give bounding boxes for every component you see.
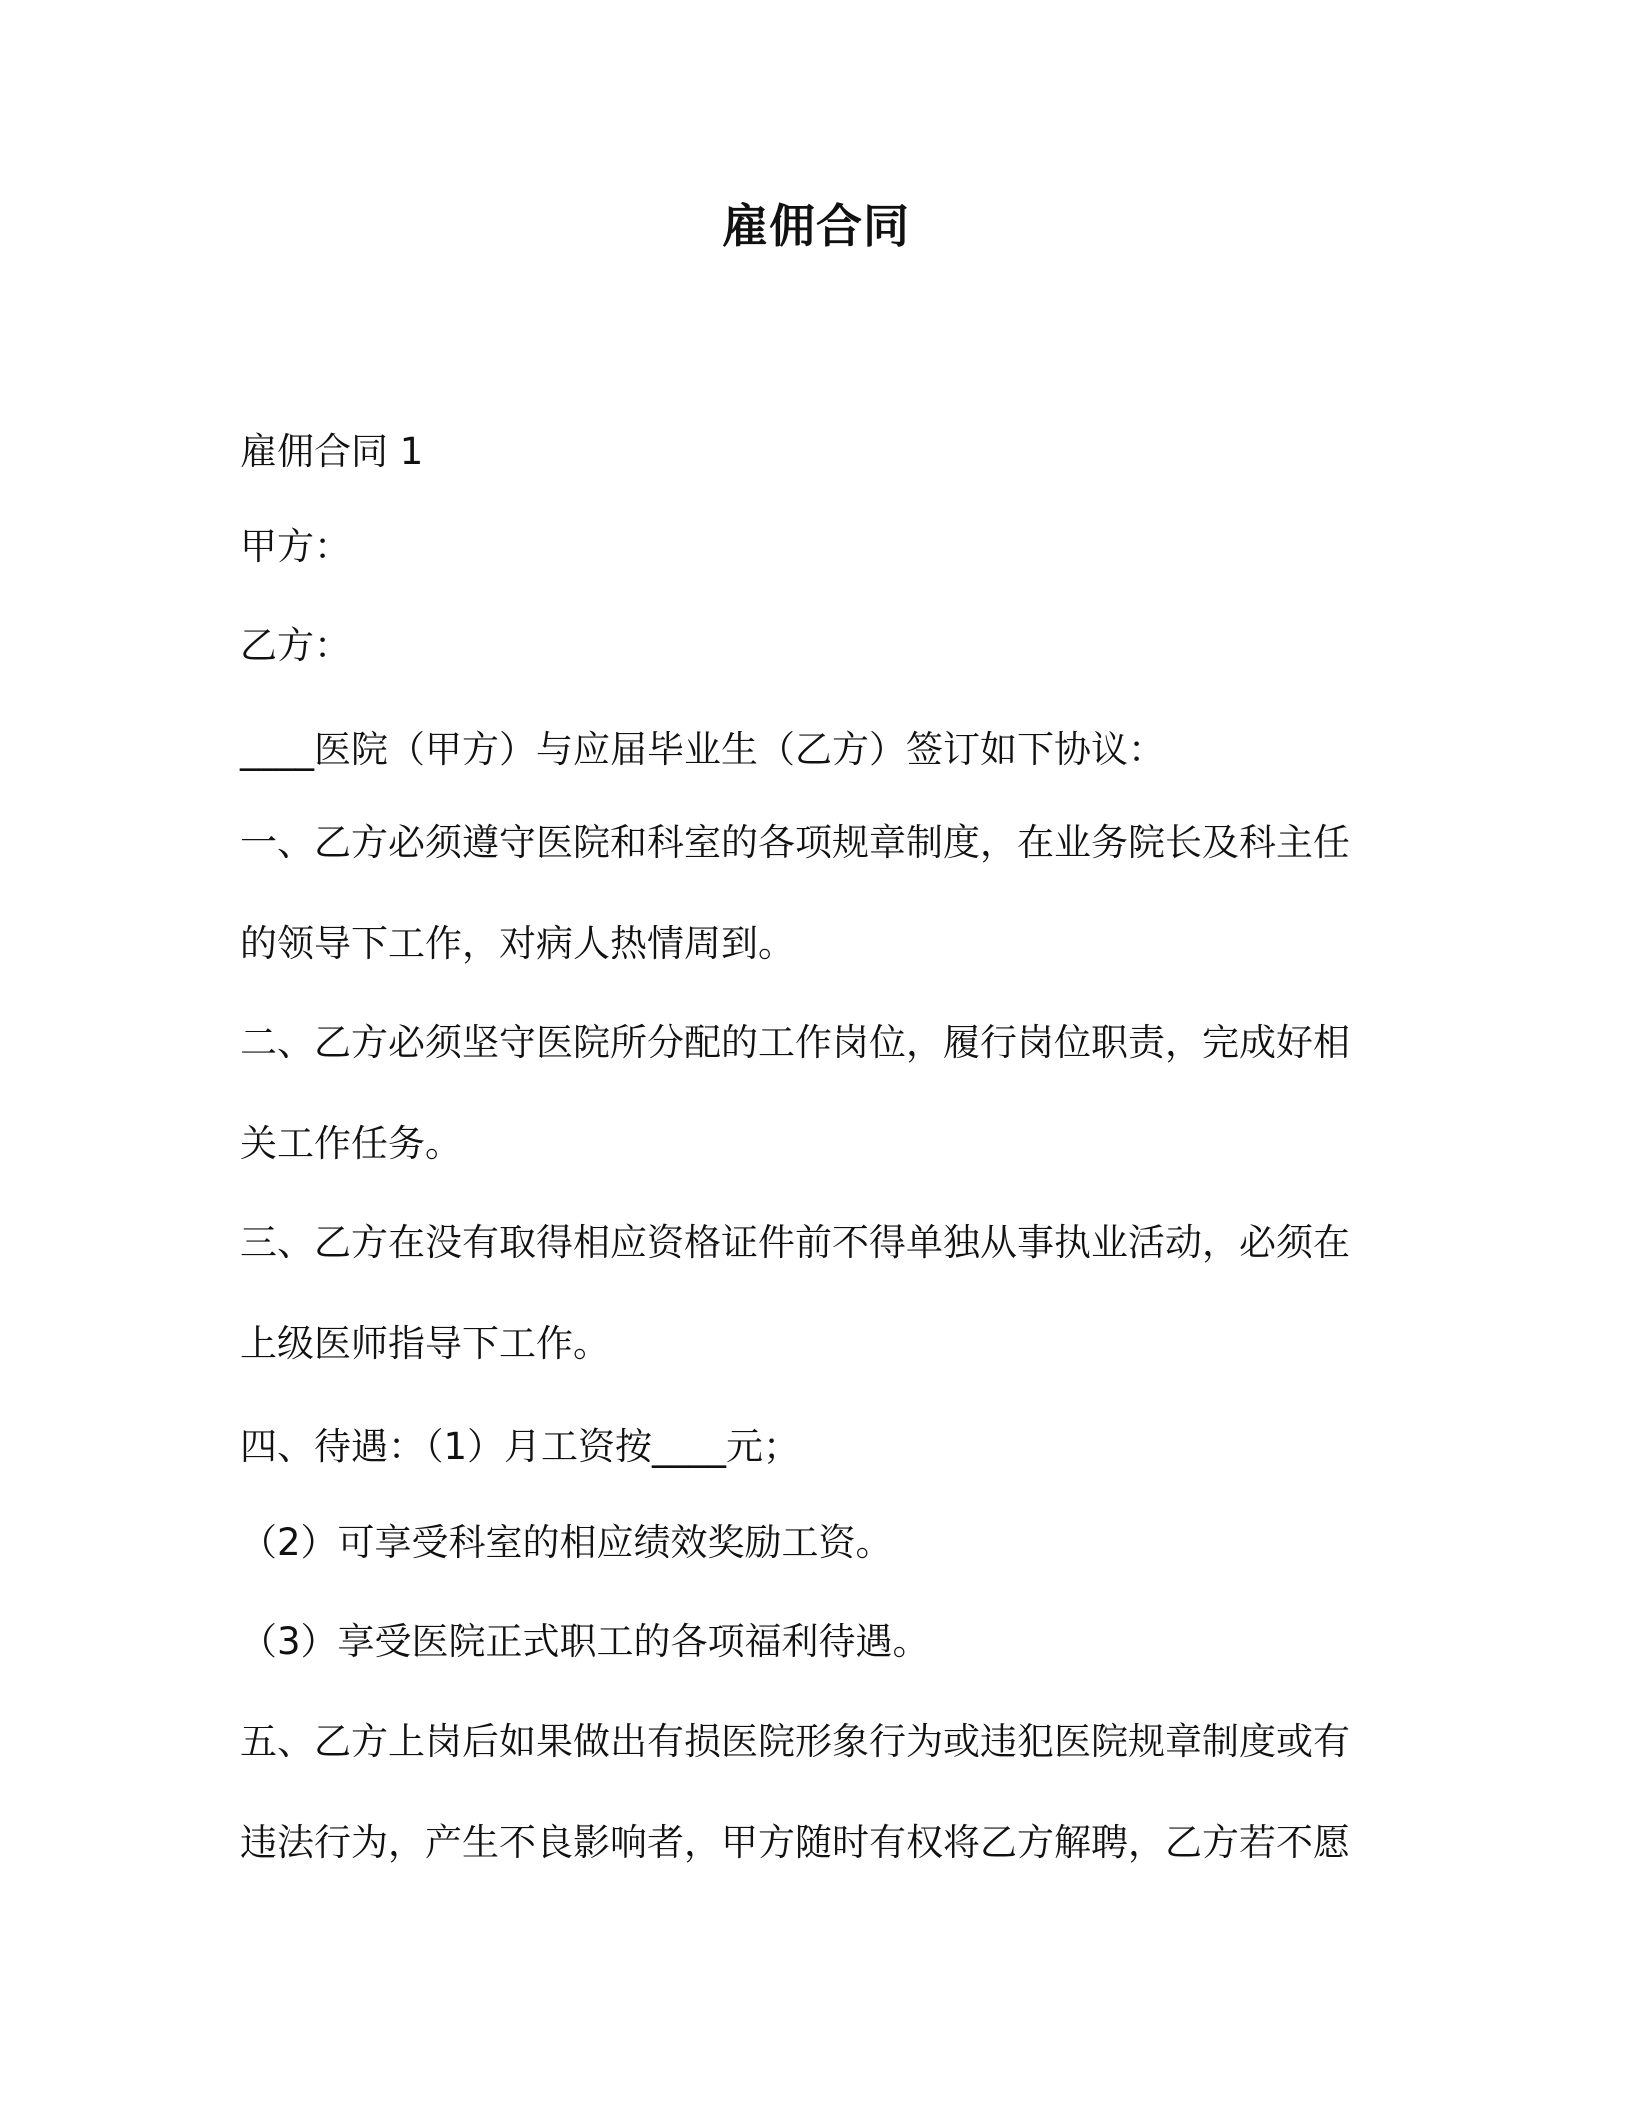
document-title: 雇佣合同 [722,199,910,253]
clause-4-line-2: （2）可享受科室的相应绩效奖励工资。 [240,1521,893,1564]
clause-2-line-2: 关工作任务。 [240,1122,462,1165]
clause-4-line-1: 四、待遇：（1）月工资按____元； [240,1425,801,1468]
clause-3-line-2: 上级医师指导下工作。 [240,1322,610,1365]
clause-1-line-2: 的领导下工作，对病人热情周到。 [240,922,795,965]
clause-5-line-1: 五、乙方上岗后如果做出有损医院形象行为或违犯医院规章制度或有 [240,1720,1350,1763]
agreement-intro: ____医院（甲方）与应届毕业生（乙方）签订如下协议： [240,728,1165,771]
party-a-label: 甲方： [240,525,351,568]
contract-heading: 雇佣合同 1 [240,430,424,473]
clause-1-line-1: 一、乙方必须遵守医院和科室的各项规章制度，在业务院长及科主任 [240,821,1350,864]
clause-5-line-2: 违法行为，产生不良影响者，甲方随时有权将乙方解聘，乙方若不愿 [240,1821,1350,1864]
clause-3-line-1: 三、乙方在没有取得相应资格证件前不得单独从事执业活动，必须在 [240,1221,1350,1264]
party-b-label: 乙方： [240,624,351,667]
clause-2-line-1: 二、乙方必须坚守医院所分配的工作岗位，履行岗位职责，完成好相 [240,1021,1350,1064]
clause-4-line-3: （3）享受医院正式职工的各项福利待遇。 [240,1620,930,1663]
